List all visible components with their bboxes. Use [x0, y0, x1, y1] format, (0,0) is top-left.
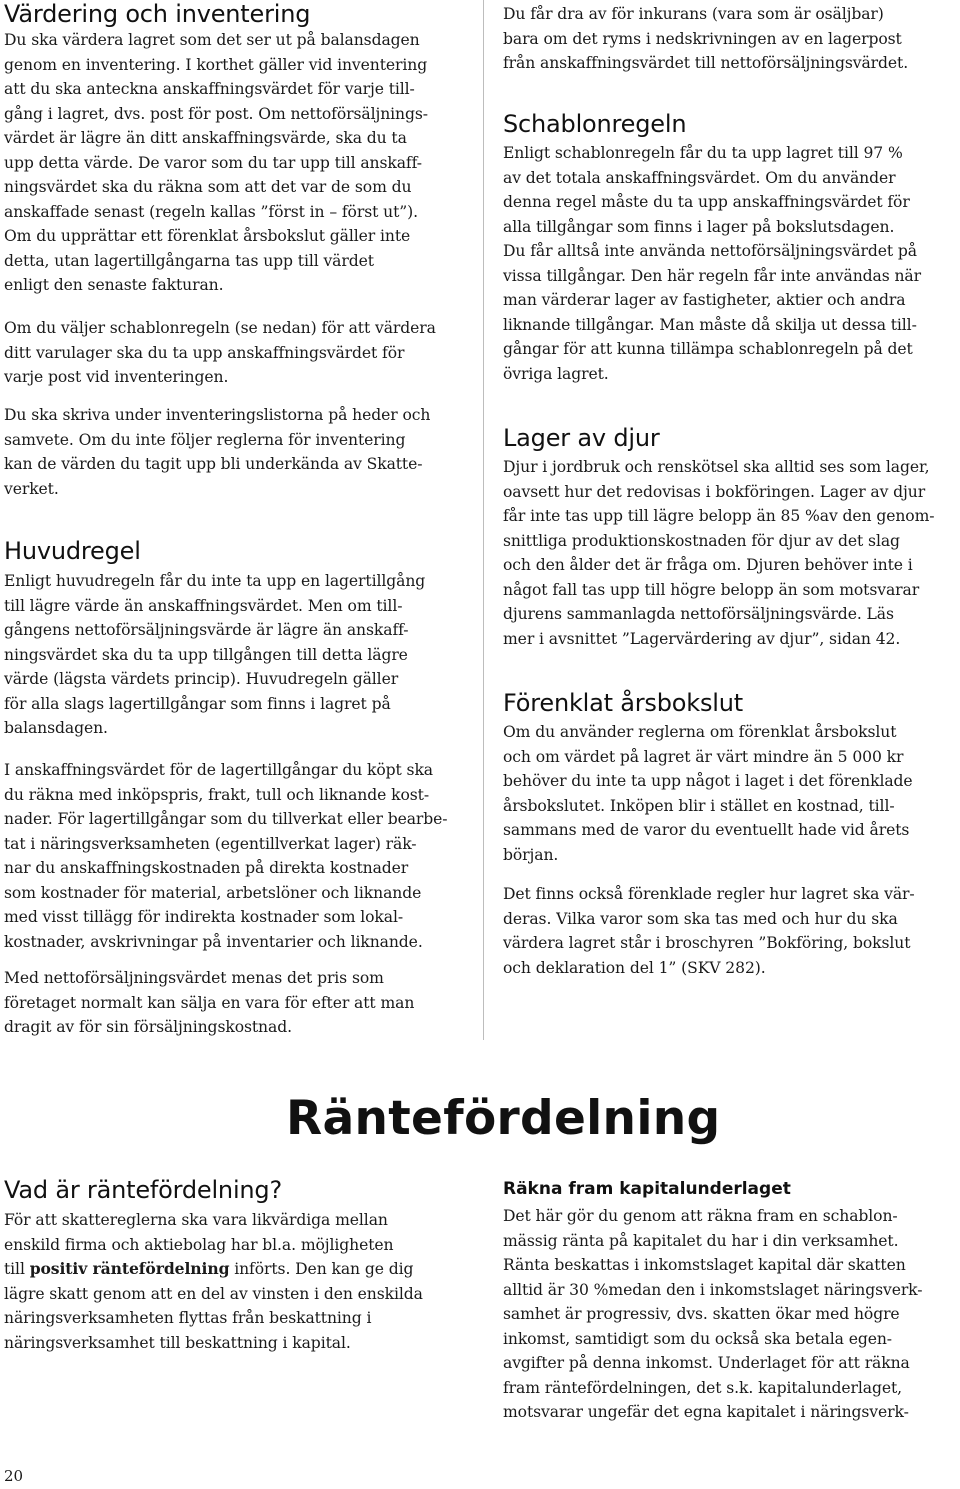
obsolescence-paragraph: [503, 2, 958, 76]
text-line: alltid är 30 %medan den i inkomstslaget näringsverk-: [503, 1280, 923, 1299]
valuation-paragraph-3: [4, 403, 464, 501]
text-line: något fall tas upp till högre belopp än som motsvarar: [503, 580, 920, 599]
text-line: behöver du inte ta upp något i laget i det förenklade: [503, 772, 913, 790]
page-number: 20: [4, 1467, 24, 1485]
livestock-paragraph: [503, 455, 958, 651]
text-line: djurens sammanlagda nettoförsäljningsvärde. Läs: [503, 605, 894, 623]
main-rule-paragraph-2: [4, 758, 464, 954]
text-line: inkomst, samtidigt som du också ska betala egen-: [503, 1329, 892, 1348]
what-lines-rest: [4, 1285, 423, 1352]
text-line: gång i lagret, dvs. post för post. Om nettoförsäljnings-: [4, 104, 428, 123]
text-line: liknande tillgångar. Man måste då skilja ut dessa till-: [503, 315, 917, 334]
text-line: och deklaration del 1” (SKV 282).: [503, 958, 766, 977]
text-line: övriga lagret.: [503, 364, 609, 383]
text-line: fram räntefördelningen, det s.k. kapitalunderlaget,: [503, 1378, 902, 1397]
heading-valuation: Värdering och inventering: [4, 0, 311, 28]
text-line: värde (lägsta värdets princip). Huvudregeln gäller: [4, 670, 399, 688]
text-line: deras. Vilka varor som ska tas med och hur du ska: [503, 909, 898, 928]
text-line: Det här gör du genom att räkna fram en schablon-: [503, 1207, 898, 1225]
left-column-block-2: [4, 316, 464, 390]
text-line: samvete. Om du inte följer reglerna för inventering: [4, 430, 406, 449]
what-line-2: enskild firma och aktiebolag har bl.a. möjligheten: [4, 1235, 394, 1254]
left-column-block-4: [4, 537, 464, 741]
text-line: enligt den senaste fakturan.: [4, 276, 224, 294]
text-line: du räkna med inköpspris, frakt, tull och liknande kost-: [4, 785, 429, 804]
text-line: anskaffade senast (regeln kallas ”först in – först ut”).: [4, 202, 418, 221]
heading-calc-capital-base: Räkna fram kapitalunderlaget: [503, 1179, 791, 1199]
simplified-paragraph-2: [503, 882, 958, 980]
text-line: ningsvärdet ska du räkna som att det var de som du: [4, 178, 412, 196]
text-line: Enligt schablonregeln får du ta upp lagret till 97 %: [503, 144, 903, 162]
simplified-paragraph-1: [503, 720, 958, 867]
text-line: mässig ränta på kapitalet du har i din verksamhet.: [503, 1231, 899, 1250]
column-divider: [483, 0, 484, 1040]
text-line: I anskaffningsvärdet för de lagertillgångar du köpt ska: [4, 761, 434, 779]
standard-rule-paragraph: [503, 141, 958, 386]
text-line: näringsverksamheten flyttas från beskattning i: [4, 1309, 372, 1327]
text-line: får inte tas upp till lägre belopp än 85 %av den genom-: [503, 507, 935, 525]
text-line: oavsett hur det redovisas i bokföringen. Lager av djur: [503, 482, 926, 501]
text-line: denna regel måste du ta upp anskaffningsvärdet för: [503, 193, 910, 211]
text-line: kostnader, avskrivningar på inventarier och liknande.: [4, 932, 423, 951]
text-line: från anskaffningsvärdet till nettoförsäljningsvärdet.: [503, 54, 909, 72]
text-line: med visst tillägg för indirekta kostnader som lokal-: [4, 908, 404, 926]
right-column-block-5: [503, 882, 958, 980]
what-line-1: För att skattereglerna ska vara likvärdiga mellan: [4, 1211, 388, 1229]
text-line: verket.: [4, 479, 59, 498]
text-line: till lägre värde än anskaffningsvärdet. Men om till-: [4, 596, 403, 615]
left-column-block-5: [4, 758, 464, 954]
text-line: värdera lagret står i broschyren ”Bokföring, bokslut: [503, 934, 911, 952]
text-line: årsbokslutet. Inköpen blir i stället en kostnad, till-: [503, 796, 895, 815]
text-line: och om värdet på lagret är värt mindre än 5 000 kr: [503, 747, 904, 766]
right-column: [503, 2, 958, 76]
text-line: Med nettoförsäljningsvärdet menas det pris som: [4, 969, 384, 987]
text-line: vissa tillgångar. Den här regeln får inte användas när: [503, 266, 921, 285]
text-line: gångens nettoförsäljningsvärde är lägre än anskaff-: [4, 621, 409, 639]
text-line: samhet är progressiv, dvs. skatten ökar med högre: [503, 1305, 900, 1323]
text-line: värdet är lägre än ditt anskaffningsvärde, ska du ta: [4, 129, 407, 147]
heading-main-rule: Huvudregel: [4, 537, 141, 565]
text-line: näringsverksamhet till beskattning i kapital.: [4, 1333, 351, 1352]
text-line: Du ska värdera lagret som det ser ut på balansdagen: [4, 31, 420, 49]
right-column-block-3: [503, 424, 958, 651]
text-line: Enligt huvudregeln får du inte ta upp en lagertillgång: [4, 572, 426, 590]
interest-right-block: [503, 1178, 958, 1425]
text-line: början.: [503, 845, 559, 864]
text-line: Du får dra av för inkurans (vara som är osäljbar): [503, 5, 884, 23]
text-line: nader. För lagertillgångar som du tillverkat eller bearbe-: [4, 810, 448, 828]
positive-interest-allocation-term: positiv räntefördelning: [29, 1259, 230, 1278]
text-line: gångar för att kunna tillämpa schablonregeln på det: [503, 340, 913, 358]
text-line: Du får alltså inte använda nettoförsäljningsvärdet på: [503, 242, 917, 260]
text-line: lägre skatt genom att en del av vinsten i den enskilda: [4, 1284, 423, 1303]
text-line: varje post vid inventeringen.: [4, 368, 229, 386]
text-line: avgifter på denna inkomst. Underlaget för att räkna: [503, 1354, 910, 1372]
text-line: Om du upprättar ett förenklat årsbokslut gäller inte: [4, 227, 411, 245]
what-line-3-pre: till: [4, 1260, 30, 1278]
right-column-block-4: [503, 689, 958, 867]
text-line: alla tillgångar som finns i lager på bokslutsdagen.: [503, 217, 895, 236]
interest-left-block: [4, 1176, 464, 1355]
heading-livestock: Lager av djur: [503, 424, 660, 452]
left-column: [4, 0, 464, 298]
text-line: mer i avsnittet ”Lagervärdering av djur”, sidan 42.: [503, 629, 901, 648]
text-line: Det finns också förenklade regler hur lagret ska vär-: [503, 885, 915, 903]
right-column-block-2: [503, 110, 958, 386]
text-line: som kostnader för material, arbetslöner och liknande: [4, 883, 422, 902]
heading-what-is-interest-allocation: Vad är räntefördelning?: [4, 1176, 282, 1204]
text-line: nar du anskaffningskostnaden på direkta kostnader: [4, 859, 409, 877]
text-line: att du ska anteckna anskaffningsvärdet för varje till-: [4, 80, 415, 98]
text-line: motsvarar ungefär det egna kapitalet i näringsverk-: [503, 1403, 909, 1421]
text-line: för alla slags lagertillgångar som finns i lagret på: [4, 694, 391, 713]
text-line: Ränta beskattas i inkomstslaget kapital där skatten: [503, 1256, 906, 1274]
text-line: Om du väljer schablonregeln (se nedan) för att värdera: [4, 319, 436, 337]
left-column-block-6: [4, 966, 464, 1040]
text-line: ningsvärdet ska du ta upp tillgången till detta lägre: [4, 645, 408, 664]
text-line: dragit av för sin försäljningskostnad.: [4, 1018, 292, 1036]
what-line-3-post: införts. Den kan ge dig: [229, 1260, 414, 1278]
text-line: upp detta värde. De varor som du tar upp till anskaff-: [4, 153, 422, 172]
text-line: ditt varulager ska du ta upp anskaffningsvärdet för: [4, 343, 405, 362]
text-line: tat i näringsverksamheten (egentillverkat lager) räk-: [4, 834, 417, 853]
text-line: sammans med de varor du eventuellt hade vid årets: [503, 821, 910, 839]
text-line: företaget normalt kan sälja en vara för efter att man: [4, 993, 415, 1012]
text-line: snittliga produktionskostnaden för djur av det slag: [503, 531, 900, 550]
valuation-paragraph-1: [4, 28, 464, 298]
text-line: Du ska skriva under inventeringslistorna på heder och: [4, 406, 431, 424]
text-line: av det totala anskaffningsvärdet. Om du använder: [503, 168, 896, 187]
heading-standard-rule: Schablonregeln: [503, 110, 687, 138]
main-rule-paragraph-3: [4, 966, 464, 1040]
text-line: kan de värden du tagit upp bli underkända av Skatte-: [4, 455, 423, 473]
main-rule-paragraph-1: [4, 569, 464, 741]
text-line: Djur i jordbruk och renskötsel ska alltid ses som lager,: [503, 458, 930, 476]
what-paragraph: [4, 1208, 464, 1355]
text-line: och den ålder det är fråga om. Djuren behöver inte i: [503, 556, 913, 574]
text-line: Om du använder reglerna om förenklat årsbokslut: [503, 723, 897, 741]
left-column-block-3: [4, 403, 464, 501]
valuation-paragraph-2: [4, 316, 464, 390]
heading-simplified: Förenklat årsbokslut: [503, 689, 743, 717]
text-line: bara om det ryms i nedskrivningen av en lagerpost: [503, 29, 902, 48]
text-line: balansdagen.: [4, 719, 108, 737]
interest-allocation-title: Räntefördelning: [286, 1091, 721, 1146]
text-line: genom en inventering. I korthet gäller vid inventering: [4, 55, 428, 74]
text-line: detta, utan lagertillgångarna tas upp till värdet: [4, 251, 374, 270]
text-line: man värderar lager av fastigheter, aktier och andra: [503, 291, 906, 309]
calc-paragraph: [503, 1204, 958, 1425]
